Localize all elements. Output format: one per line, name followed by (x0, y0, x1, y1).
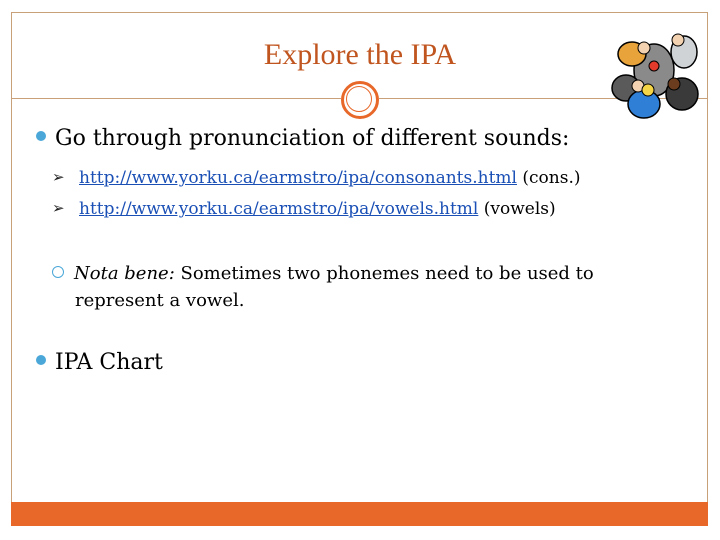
people-meeting-clipart (608, 18, 700, 122)
arrow-bullet-icon: ➢ (52, 168, 65, 186)
title-divider-left (11, 98, 341, 99)
title-divider-ring (341, 81, 379, 119)
link-item-consonants: ➢ http://www.yorku.ca/earmstro/ipa/consonants.html (cons.) (52, 168, 581, 188)
nota-bene-note: Nota bene: Sometimes two phonemes need to be used to represent a vowel. (52, 260, 675, 314)
bullet-ipa-chart: IPA Chart (36, 350, 163, 375)
footer-bar (11, 502, 708, 526)
vowels-link[interactable]: http://www.yorku.ca/earmstro/ipa/vowels.html (79, 199, 479, 219)
link-item-vowels: ➢ http://www.yorku.ca/earmstro/ipa/vowels.html (vowels) (52, 199, 556, 219)
slide-title: Explore the IPA (263, 38, 457, 71)
hollow-circle-bullet-icon (52, 266, 64, 278)
bullet-dot-icon (36, 131, 46, 141)
arrow-bullet-icon: ➢ (52, 199, 65, 217)
consonants-link[interactable]: http://www.yorku.ca/earmstro/ipa/consonants.html (79, 168, 517, 188)
bullet-dot-icon (36, 355, 46, 365)
bullet-pronunciation: Go through pronunciation of different sounds: (36, 126, 569, 151)
